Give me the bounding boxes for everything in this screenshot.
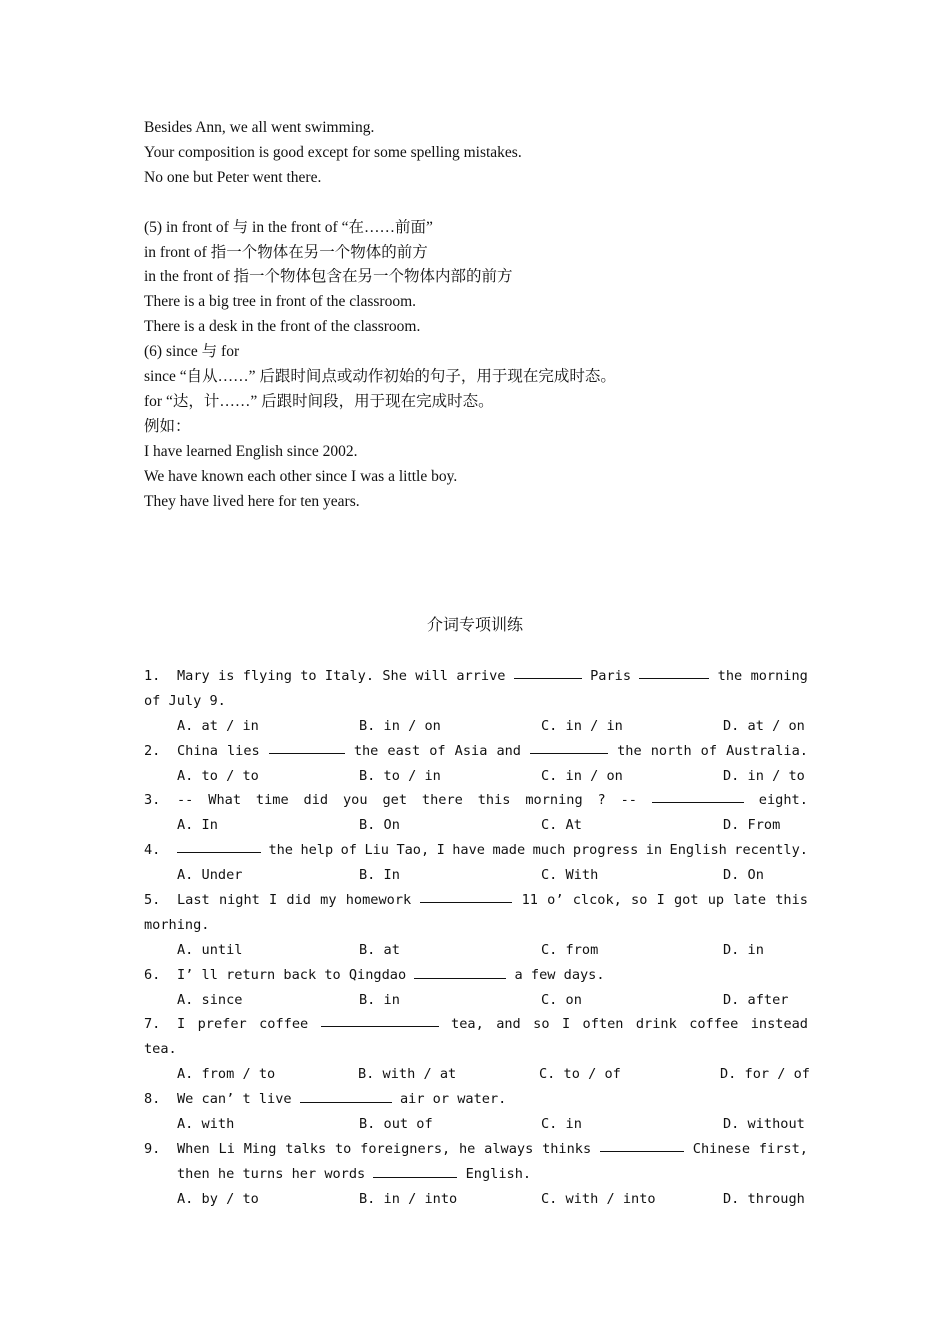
answer-blank[interactable] xyxy=(414,964,506,979)
option-d[interactable]: D. in / to xyxy=(723,767,805,784)
question-5 xyxy=(144,888,808,913)
option-b[interactable]: B. at xyxy=(359,941,400,958)
option-d[interactable]: D. after xyxy=(723,991,789,1008)
question-text: We can’ t live air or water. xyxy=(177,1087,808,1112)
option-d[interactable]: D. at / on xyxy=(723,717,805,734)
question-2 xyxy=(144,739,808,764)
note-line: for “达，计……” 后跟时间段，用于现在完成时态。 xyxy=(144,392,494,410)
answer-blank[interactable] xyxy=(177,838,261,853)
note-line: There is a big tree in front of the classroom. xyxy=(144,293,417,311)
answer-blank[interactable] xyxy=(420,888,512,903)
option-a[interactable]: A. until xyxy=(177,941,243,958)
answer-options xyxy=(144,938,810,963)
answer-options xyxy=(144,714,810,739)
note-line: in front of 指一个物体在另一个物体的前方 xyxy=(144,243,428,261)
answer-blank[interactable] xyxy=(269,739,345,754)
option-d[interactable]: D. for / of xyxy=(719,1066,810,1083)
option-c[interactable]: C. to / of xyxy=(538,1066,621,1083)
question-3 xyxy=(144,788,808,813)
answer-blank[interactable] xyxy=(321,1012,439,1027)
note-line: Besides Ann, we all went swimming. xyxy=(144,119,375,136)
answer-options xyxy=(144,1062,810,1087)
question-text: Last night I did my homework 11 o’ clcok, so I got up late this xyxy=(177,888,808,913)
option-b[interactable]: B. In xyxy=(359,867,400,884)
option-d[interactable]: D. On xyxy=(723,867,764,884)
exercise-list xyxy=(144,664,810,1212)
option-b[interactable]: B. with / at xyxy=(357,1066,457,1083)
question-continuation: then he turns her words English. xyxy=(144,1162,810,1187)
note-line: in the front of 指一个物体包含在另一个物体内部的前方 xyxy=(144,268,513,286)
note-line: Your composition is good except for some spelling mistakes. xyxy=(144,143,522,161)
question-number: 3. xyxy=(144,792,161,809)
option-d[interactable]: D. through xyxy=(723,1190,805,1207)
question-continuation: morhing. xyxy=(144,916,210,933)
question-text: Mary is flying to Italy. She will arrive Paris the morning xyxy=(177,664,808,689)
note-line: (5) in front of 与 in the front of “在……前面” xyxy=(144,218,433,236)
note-line: No one but Peter went there. xyxy=(144,168,322,186)
question-number: 1. xyxy=(144,668,161,684)
note-line: I have learned English since 2002. xyxy=(144,442,358,460)
option-c[interactable]: C. in / in xyxy=(541,717,623,734)
option-c[interactable]: C. in / on xyxy=(541,767,623,784)
question-number: 7. xyxy=(144,1016,161,1033)
option-b[interactable]: B. to / in xyxy=(359,767,441,784)
answer-blank[interactable] xyxy=(652,788,744,803)
answer-blank[interactable] xyxy=(639,664,709,679)
question-number: 9. xyxy=(144,1140,161,1157)
answer-options xyxy=(144,813,810,838)
option-a[interactable]: A. Under xyxy=(177,867,243,884)
option-a[interactable]: A. by / to xyxy=(177,1190,259,1207)
section-title: 介词专项训练 xyxy=(426,617,523,634)
option-b[interactable]: B. out of xyxy=(359,1116,433,1133)
question-text: When Li Ming talks to foreigners, he always thinks Chinese first, xyxy=(177,1137,808,1162)
question-text: -- What time did you get there this morning ? -- eight. xyxy=(177,788,808,813)
option-a[interactable]: A. since xyxy=(177,991,243,1008)
note-line: They have lived here for ten years. xyxy=(144,492,360,510)
question-text: China lies the east of Asia and the north of Australia. xyxy=(177,739,808,764)
note-line: We have known each other since I was a little boy. xyxy=(144,467,458,485)
question-9 xyxy=(144,1137,808,1162)
option-a[interactable]: A. to / to xyxy=(177,767,259,784)
note-line: 例如： xyxy=(144,417,191,435)
question-continuation: of July 9. xyxy=(144,692,226,709)
question-4 xyxy=(144,838,808,863)
question-7 xyxy=(144,1012,808,1037)
option-a[interactable]: A. with xyxy=(177,1116,235,1133)
answer-blank[interactable] xyxy=(600,1137,684,1152)
option-d[interactable]: D. in xyxy=(723,941,764,958)
option-b[interactable]: B. in / into xyxy=(359,1190,458,1207)
option-d[interactable]: D. From xyxy=(723,817,781,834)
option-c[interactable]: C. With xyxy=(541,867,599,884)
question-text: I prefer coffee tea, and so I often drink coffee instead xyxy=(177,1012,808,1037)
answer-options xyxy=(144,764,810,789)
question-continuation: tea. xyxy=(144,1041,177,1058)
option-c[interactable]: C. from xyxy=(541,941,599,958)
option-d[interactable]: D. without xyxy=(723,1116,805,1133)
question-number: 4. xyxy=(144,842,161,859)
answer-options xyxy=(144,988,810,1013)
question-number: 6. xyxy=(144,966,161,983)
option-c[interactable]: C. with / into xyxy=(541,1190,656,1207)
question-text: the help of Liu Tao, I have made much progress in English recently. xyxy=(177,838,808,863)
option-a[interactable]: A. from / to xyxy=(177,1066,276,1083)
question-number: 5. xyxy=(144,892,161,909)
answer-options xyxy=(144,1187,810,1212)
option-c[interactable]: C. in xyxy=(541,1116,582,1133)
answer-blank[interactable] xyxy=(514,664,582,679)
question-6 xyxy=(144,963,808,988)
note-line: since “自从……” 后跟时间点或动作初始的句子，用于现在完成时态。 xyxy=(144,368,616,385)
option-a[interactable]: A. In xyxy=(177,817,218,834)
question-text: I’ ll return back to Qingdao a few days. xyxy=(177,963,808,988)
option-b[interactable]: B. in xyxy=(359,991,400,1008)
option-c[interactable]: C. on xyxy=(541,991,582,1008)
note-line: (6) since 与 for xyxy=(144,343,240,361)
answer-options xyxy=(144,863,810,888)
option-b[interactable]: B. On xyxy=(359,817,400,834)
option-a[interactable]: A. at / in xyxy=(177,717,259,734)
answer-options xyxy=(144,1112,810,1137)
answer-blank[interactable] xyxy=(300,1088,392,1103)
answer-blank[interactable] xyxy=(373,1163,457,1178)
question-1 xyxy=(144,664,808,689)
question-number: 2. xyxy=(144,742,161,759)
answer-blank[interactable] xyxy=(530,739,608,754)
question-number: 8. xyxy=(144,1091,161,1108)
option-b[interactable]: B. in / on xyxy=(359,717,441,734)
option-c[interactable]: C. At xyxy=(541,817,582,834)
note-line: There is a desk in the front of the classroom. xyxy=(144,318,421,336)
question-8 xyxy=(144,1087,808,1112)
